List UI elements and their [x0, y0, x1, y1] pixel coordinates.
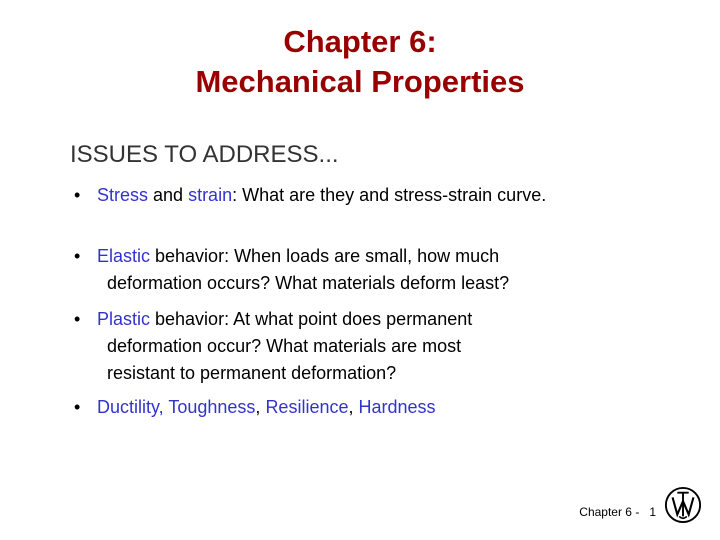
bullet-plastic: • Plastic behavior: At what point does permanent deformation occur? What materials are most resistant to permanent deformation?	[72, 306, 692, 387]
bullet-elastic-cont: deformation occurs? What materials deform least?	[107, 273, 510, 293]
bullet-properties: • Ductility, Toughness, Resilience, Hardness	[72, 394, 692, 421]
bullet-dot: •	[74, 397, 81, 417]
bullet-stress-strain: • Stress and strain: What are they and stress-strain curve.	[72, 182, 692, 209]
bullet-dot: •	[74, 309, 81, 329]
term-hardness: Hardness	[358, 397, 436, 417]
slide-title	[0, 22, 720, 102]
bullet-dot: •	[74, 185, 81, 205]
wiley-logo-icon	[664, 486, 702, 524]
bullet-plastic-cont-1: deformation occur? What materials are most	[107, 336, 462, 356]
bullet-plastic-cont-2: resistant to permanent deformation?	[107, 363, 397, 383]
issues-heading: ISSUES TO ADDRESS...	[70, 141, 339, 168]
bullet-dot: •	[74, 246, 81, 266]
term-stress: Stress	[97, 185, 149, 205]
term-strain: strain	[188, 185, 233, 205]
footer-chapter-label: Chapter 6 -	[579, 505, 640, 519]
bullet-elastic: • Elastic behavior: When loads are small, how much deformation occurs? What materials deform least?	[72, 243, 692, 297]
term-ductility-toughness: Ductility, Toughness	[97, 397, 256, 417]
term-elastic: Elastic	[97, 246, 151, 266]
term-plastic: Plastic	[97, 309, 151, 329]
slide-title-line-2: Mechanical Properties	[195, 64, 525, 99]
term-resilience: Resilience	[265, 397, 349, 417]
slide-footer	[579, 505, 656, 519]
page-number: 1	[649, 505, 656, 519]
slide-title-line-1: Chapter 6:	[283, 24, 437, 59]
